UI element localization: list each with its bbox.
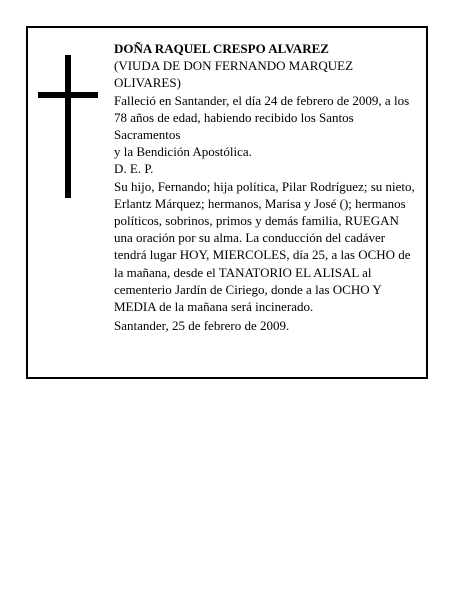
widow-of-line: (VIUDA DE DON FERNANDO MARQUEZ OLIVARES) [114, 58, 354, 91]
deceased-name: DOÑA RAQUEL CRESPO ALVAREZ [114, 41, 329, 56]
cross-horizontal-bar [38, 92, 98, 98]
cross-icon [38, 55, 98, 198]
rip-line: D. E. P. [114, 161, 154, 177]
death-notice-paragraph: Falleció en Santander, el día 24 de febrero de 2009, a los 78 años de edad, habiendo recibido los Santos Sacramentos [114, 92, 410, 143]
family-request-paragraph: Su hijo, Fernando; hija política, Pilar Rodríguez; su nieto, Erlantz Márquez; hermanos, Marisa y José (); hermanos políticos, sobrinos, primos y demás familia, RUEGAN una oración por su alma. La conducción del cadáver tendrá lugar HOY, MIERCOLES, día 25, a las OCHO de la mañana, desde el TANATORIO EL ALISAL al cementerio Jardín de Ciriego, donde a las OCHO Y MEDIA de la mañana será incinerado. [114, 178, 415, 315]
cross-vertical-bar [65, 55, 71, 198]
obituary-text [114, 40, 420, 334]
place-date-line: Santander, 25 de febrero de 2009. [114, 318, 290, 334]
obituary-notice-box [26, 26, 428, 379]
blessing-line: y la Bendición Apostólica. [114, 144, 252, 160]
